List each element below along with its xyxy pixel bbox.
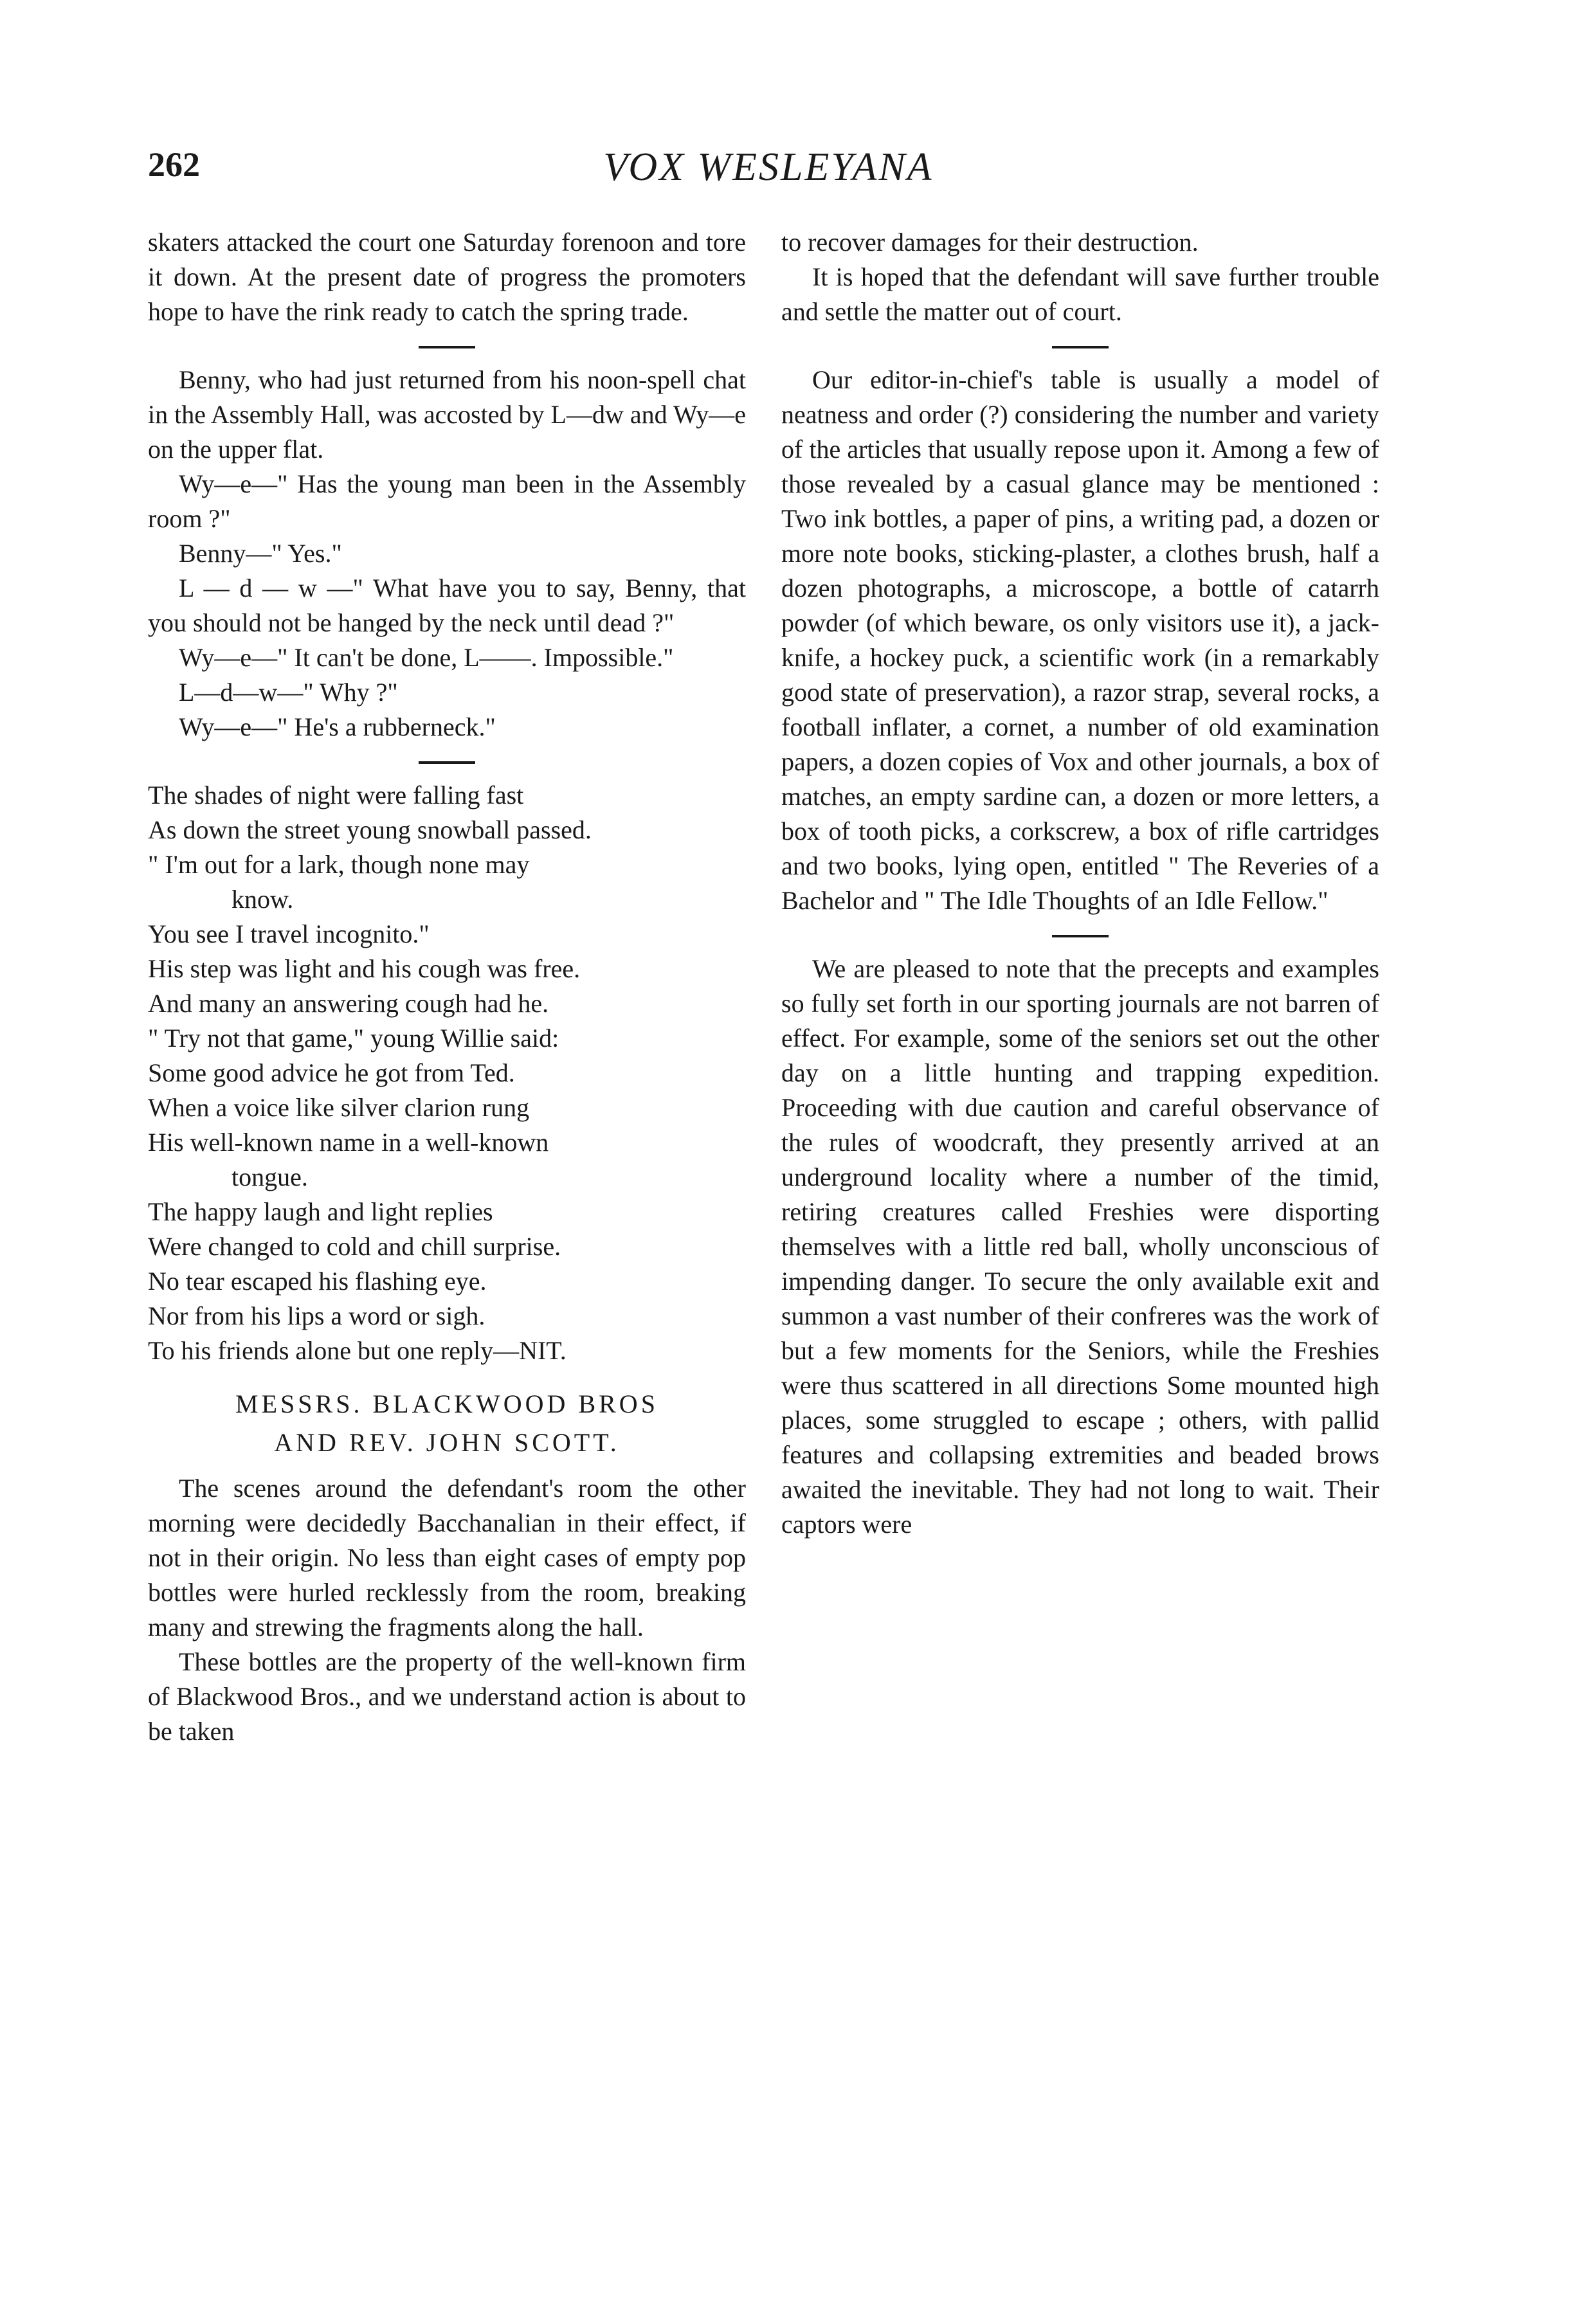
poem-line: And many an answering cough had he. — [148, 989, 549, 1018]
poem-line: know. — [231, 885, 294, 914]
poem-line: The shades of night were falling fast — [148, 781, 524, 809]
paragraph-benny-intro: Benny, who had just returned from his noon-spell chat in the Assembly Hall, was accosted by L—dw and Wy—e on the upper flat. — [148, 365, 746, 464]
poem — [148, 778, 746, 1368]
page-header — [148, 145, 1389, 203]
dialogue-line: Wy—e—" Has the young man been in the Assembly room ?" — [148, 469, 746, 533]
journal-title: VOX WESLEYANA — [603, 145, 934, 189]
section-separator — [419, 346, 475, 348]
poem-line: Nor from his lips a word or sigh. — [148, 1301, 485, 1330]
poem-line: You see I travel incognito." — [148, 919, 430, 948]
heading-line: AND REV. JOHN SCOTT. — [274, 1428, 620, 1457]
paragraph-editor-table: Our editor-in-chief's table is usually a model of neatness and order (?) considering the number and variety of the articles that usually repose upon it. Among a few of those revealed by a casual glance may be mentioned : Two ink bottles, a paper of pins, a writing pad, a dozen or more note books, sticking-plaster, a clothes brush, half a dozen photographs, a microscope, a bottle of catarrh powder (of which beware, os only visitors use it), a jack-knife, a hockey puck, a scientific work (in a remarkably good state of preservation), a razor strap, several rocks, a football inflater, a cornet, a number of old examination papers, a dozen copies of Vox and other journals, a box of matches, an empty sardine can, a dozen or more letters, a box of tooth picks, a corkscrew, a box of rifle cartridges and two books, lying open, entitled " The Reveries of a Bachelor and " The Idle Thoughts of an Idle Fellow." — [781, 365, 1379, 915]
poem-line: To his friends alone but one reply—NIT. — [148, 1336, 567, 1365]
dialogue-line: L—d—w—" Why ?" — [179, 678, 398, 707]
poem-line: No tear escaped his flashing eye. — [148, 1267, 487, 1296]
section-separator — [419, 761, 475, 764]
right-column — [781, 225, 1379, 1542]
dialogue-line: Wy—e—" He's a rubberneck." — [179, 712, 496, 741]
poem-line: Were changed to cold and chill surprise. — [148, 1232, 561, 1261]
article-heading — [148, 1385, 746, 1462]
poem-line: " Try not that game," young Willie said: — [148, 1024, 559, 1053]
poem-line: tongue. — [231, 1162, 308, 1191]
left-column — [148, 225, 746, 1749]
poem-line: His step was light and his cough was free. — [148, 954, 581, 983]
dialogue-line: Wy—e—" It can't be done, L——. Impossible." — [179, 643, 674, 672]
poem-line: The happy laugh and light replies — [148, 1197, 493, 1226]
paragraph-damages: to recover damages for their destruction. — [781, 228, 1199, 257]
paragraph-scenes: The scenes around the defendant's room the other morning were decidedly Bacchanalian in their effect, if not in their origin. No less than eight cases of empty pop bottles were hurled recklessly from the room, breaking many and strewing the fragments along the hall. — [148, 1474, 746, 1641]
paragraph-bottles: These bottles are the property of the well-known firm of Blackwood Bros., and we understand action is about to be taken — [148, 1647, 746, 1746]
section-separator — [1052, 935, 1109, 937]
dialogue-block — [148, 467, 746, 745]
paragraph-hunting: We are pleased to note that the precepts and examples so fully set forth in our sporting journals are not barren of effect. For example, some of the seniors set out the other day on a little hunting and trapping expedition. Proceeding with due caution and careful observance of the rules of woodcraft, they presently arrived at an underground locality where a number of the timid, retiring creatures called Freshies were disporting themselves with a little red ball, wholly unconscious of impending danger. To secure the only available exit and summon a vast number of their confreres was the work of but a few moments for the Seniors, while the Freshies were thus scattered in all directions Some mounted high places, some struggled to escape ; others, with pallid features and collapsing extremities and beaded brows awaited the inevitable. They had not long to wait. Their captors were — [781, 954, 1379, 1539]
poem-line: His well-known name in a well-known — [148, 1128, 549, 1157]
poem-line: " I'm out for a lark, though none may — [148, 850, 530, 879]
heading-line: MESSRS. BLACKWOOD BROS — [235, 1389, 658, 1418]
paragraph-settle: It is hoped that the defendant will save further trouble and settle the matter out of court. — [781, 262, 1379, 326]
paragraph-skating-rink: skaters attacked the court one Saturday forenoon and tore it down. At the present date of progress the promoters hope to have the rink ready to catch the spring trade. — [148, 228, 746, 326]
section-separator — [1052, 346, 1109, 348]
page-number: 262 — [148, 145, 200, 184]
poem-line: When a voice like silver clarion rung — [148, 1093, 530, 1122]
dialogue-line: L — d — w —" What have you to say, Benny, that you should not be hanged by the neck until dead ?" — [148, 574, 746, 637]
poem-line: As down the street young snowball passed. — [148, 815, 592, 844]
dialogue-line: Benny—" Yes." — [179, 539, 342, 568]
poem-line: Some good advice he got from Ted. — [148, 1058, 515, 1087]
